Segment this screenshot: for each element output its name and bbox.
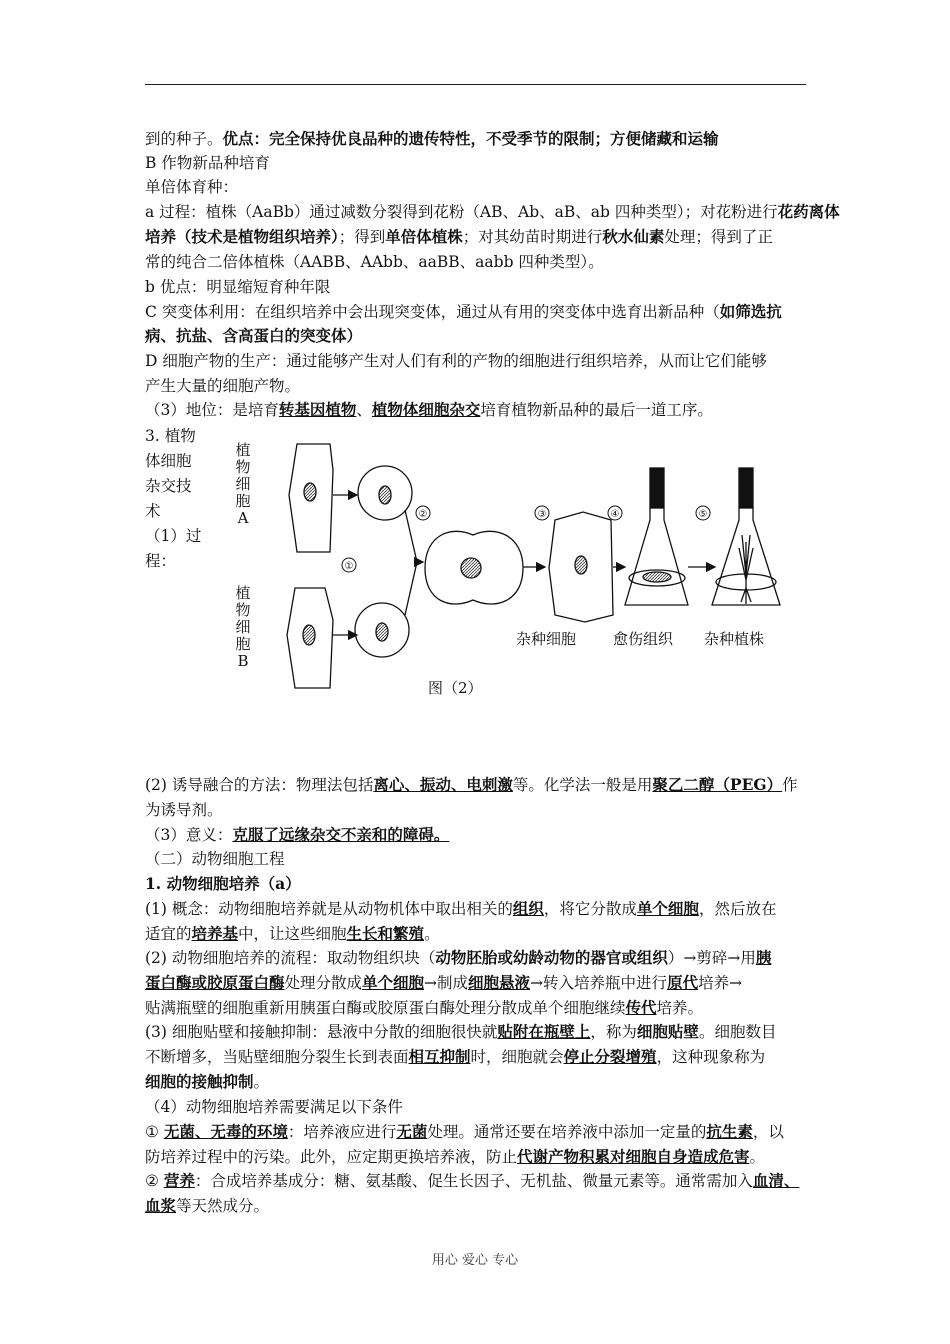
text-line xyxy=(145,275,810,299)
underlined-term: 胰 xyxy=(755,948,772,967)
text-segment: 适宜的 xyxy=(145,925,192,943)
bold-term: 细胞的接触抑制 xyxy=(145,1072,254,1091)
step-1: ① xyxy=(344,561,354,572)
bold-term: 培养（技术是植物组织培养） xyxy=(145,227,339,246)
text-segment: 常的纯合二倍体植株（AABB、AAbb、aaBB、aabb 四种类型）。 xyxy=(145,253,604,271)
text-segment: 。 xyxy=(253,1073,270,1091)
header-rule xyxy=(145,84,806,85)
text-segment: （二）动物细胞工程 xyxy=(145,850,285,868)
text-segment: (2) 动物细胞培养的流程：取动物组织块（ xyxy=(145,949,436,967)
text-line xyxy=(145,1095,810,1119)
section-3-title-line: 术 xyxy=(145,502,161,520)
underlined-term: 贴附在瓶壁上 xyxy=(497,1022,591,1041)
underlined-term: 单个细胞 xyxy=(636,899,699,918)
text-line xyxy=(145,225,810,249)
underlined-term: 血清、 xyxy=(752,1171,800,1190)
text-line xyxy=(145,175,810,199)
underlined-term: 细胞悬液 xyxy=(468,973,531,992)
bold-term: 优点：完全保持优良品种的遗传特性，不受季节的限制；方便储藏和运输 xyxy=(222,129,719,148)
text-segment: 。 xyxy=(424,925,440,943)
text-line xyxy=(145,897,810,921)
section-3-title xyxy=(145,424,215,574)
bold-term: 细胞贴壁 xyxy=(636,1022,699,1041)
text-line xyxy=(145,946,810,970)
bold-term: 单倍体植株 xyxy=(385,227,463,246)
text-segment: 单倍体育种： xyxy=(145,178,239,196)
underlined-term: 聚乙二醇（PEG） xyxy=(652,775,783,794)
underlined-term: 蛋白酶或胶原蛋白酶 xyxy=(145,973,285,992)
text-segment: ：培养液应进行 xyxy=(287,1123,397,1141)
underlined-term: 无菌、无毒的环境 xyxy=(163,1122,288,1141)
text-line xyxy=(145,1169,810,1193)
text-line xyxy=(145,1194,810,1218)
bold-term: 如筛选抗 xyxy=(719,302,782,321)
underlined-term: 代谢产物积累对细胞自身造成危害 xyxy=(517,1147,750,1166)
text-segment: a 过程：植株（AaBb）通过减数分裂得到花粉（AB、Ab、aB、ab 四种类型）；对花粉进行 xyxy=(145,203,778,221)
step-5: ⑤ xyxy=(698,509,708,520)
text-segment: 防培养过程中的污染。此外，应定期更换培养液，防止 xyxy=(145,1148,518,1166)
text-line xyxy=(145,398,810,422)
text-line xyxy=(145,773,810,797)
step-3: ③ xyxy=(537,509,547,520)
text-segment: ② xyxy=(145,1172,164,1190)
text-line xyxy=(145,250,810,274)
text-line xyxy=(145,1145,810,1169)
section-3-title-line: 杂交技 xyxy=(145,477,192,495)
text-segment: C 突变体利用：在组织培养中会出现突变体，通过从有用的突变体中选育出新品种（ xyxy=(145,303,720,321)
step-2: ② xyxy=(418,509,428,520)
text-segment: ；得到 xyxy=(338,228,386,246)
underlined-term: 抗生素 xyxy=(706,1122,753,1141)
underlined-term: 停止分裂增殖 xyxy=(563,1047,657,1066)
text-segment: （3）地位：是培育 xyxy=(145,401,279,419)
text-line xyxy=(145,1120,810,1144)
underlined-term: 相互抑制 xyxy=(408,1047,471,1066)
plant-cell-b xyxy=(287,588,333,688)
text-segment: ① xyxy=(145,1123,164,1141)
text-line xyxy=(145,324,810,348)
text-segment: ，将它分散成 xyxy=(543,900,637,918)
bold-term: 花药离体 xyxy=(777,202,840,221)
text-segment: 为诱导剂。 xyxy=(145,801,223,819)
text-segment: →转入培养瓶中进行 xyxy=(530,974,668,992)
underlined-term: 植物体细胞杂交 xyxy=(371,400,481,419)
hybrid-plant-flask xyxy=(712,468,780,605)
text-line xyxy=(145,127,810,151)
text-segment: 培养→ xyxy=(698,974,743,992)
underlined-term: 原代 xyxy=(667,973,699,992)
text-segment: 处理；得到了正 xyxy=(664,228,773,246)
text-segment: 贴满瓶壁的细胞重新用胰蛋白酶或胶原蛋白酶处理分散成单个细胞继续 xyxy=(145,999,626,1017)
text-line xyxy=(145,1045,810,1069)
text-segment: 等天然成分。 xyxy=(176,1197,270,1215)
text-segment: (1) 概念：动物细胞培养就是从动物机体中取出相关的 xyxy=(145,900,513,918)
underlined-term: 培养基 xyxy=(191,924,239,943)
text-segment: ，然后放在 xyxy=(698,900,777,918)
text-segment: D 细胞产物的生产：通过能够产生对人们有利的产物的细胞进行组织培养，从而让它们能够 xyxy=(145,352,767,370)
hybrid-cell xyxy=(549,512,613,622)
underlined-term: 营养 xyxy=(163,1171,195,1190)
text-segment: ，称为 xyxy=(590,1023,637,1041)
text-segment: b 优点：明显缩短育种年限 xyxy=(145,278,331,296)
bold-term: 秋水仙素 xyxy=(602,227,665,246)
text-segment: 产生大量的细胞产物。 xyxy=(145,377,301,395)
page-footer: 用心 爱心 专心 xyxy=(431,1253,519,1268)
text-segment: 等。化学法一般是用 xyxy=(512,776,653,794)
text-line xyxy=(145,996,810,1020)
section-3-title-line: 程： xyxy=(145,552,177,570)
text-line xyxy=(145,200,840,224)
text-segment: B 作物新品种培育 xyxy=(145,154,270,172)
text-segment: →制成 xyxy=(424,974,469,992)
text-segment: 到的种子。 xyxy=(145,130,223,148)
underlined-term: 组织 xyxy=(512,899,544,918)
text-segment: （4）动物细胞培养需要满足以下条件 xyxy=(145,1098,403,1116)
text-segment: (2) 诱导融合的方法：物理法包括 xyxy=(145,776,374,794)
callus-flask xyxy=(625,468,688,605)
fusing-cell xyxy=(425,531,523,604)
text-segment: 中，让这些细胞 xyxy=(238,925,347,943)
text-line xyxy=(145,151,810,175)
text-segment: 不断增多，当贴壁细胞分裂生长到表面 xyxy=(145,1048,409,1066)
plant-cell-b-label: 植物细胞B xyxy=(235,584,251,670)
underlined-term: 转基因植物 xyxy=(278,400,357,419)
underlined-term: 生长和繁殖 xyxy=(346,924,425,943)
text-segment: 、 xyxy=(356,401,372,419)
section-3-title-line: 体细胞 xyxy=(145,452,192,470)
text-segment: 。 xyxy=(749,1148,766,1166)
bold-term: 动物胚胎或幼龄动物的器官或组织 xyxy=(435,948,668,967)
text-segment: 处理。通常还要在培养液中添加一定量的 xyxy=(427,1123,707,1141)
underlined-term: 传代 xyxy=(625,998,657,1017)
bold-term: 病、抗盐、含高蛋白的突变体） xyxy=(145,326,363,345)
text-segment: 时，细胞就会 xyxy=(470,1048,564,1066)
plant-cell-a xyxy=(289,444,333,552)
section-3-title-line: 3. 植物 xyxy=(145,427,196,445)
text-line xyxy=(145,847,810,871)
step-4: ④ xyxy=(610,509,620,520)
text-line xyxy=(145,1070,810,1094)
protoplast-b xyxy=(355,603,409,657)
text-line xyxy=(145,349,810,373)
section-3-title-line: （1）过 xyxy=(145,527,202,545)
text-segment: 。细胞数目 xyxy=(698,1023,777,1041)
callus-label: 愈伤组织 xyxy=(613,630,674,648)
text-segment: 处理分散成 xyxy=(284,974,363,992)
underlined-term: 血浆 xyxy=(145,1196,177,1215)
text-line xyxy=(145,798,810,822)
text-segment: ，这种现象称为 xyxy=(656,1048,766,1066)
plant-cell-a-label: 植物细胞A xyxy=(235,441,251,527)
underlined-term: 离心、振动、电刺激 xyxy=(373,775,513,794)
text-segment: （3）意义： xyxy=(145,826,233,844)
text-segment: ）→剪碎→用 xyxy=(667,949,756,967)
text-segment: 培育植物新品种的最后一道工序。 xyxy=(480,401,713,419)
figure-caption: 图（2） xyxy=(428,679,483,697)
text-line xyxy=(145,823,810,847)
hybrid-cell-label: 杂种细胞 xyxy=(516,630,577,648)
text-segment: ，以 xyxy=(752,1123,784,1141)
text-segment: ：合成培养基成分：糖、氨基酸、促生长因子、无机盐、微量元素等。通常需加入 xyxy=(194,1172,753,1190)
text-segment: 作 xyxy=(782,776,798,794)
text-line xyxy=(145,922,810,946)
text-line xyxy=(145,872,810,896)
text-segment: ；对其幼苗时期进行 xyxy=(462,228,603,246)
text-segment: 培养。 xyxy=(656,999,704,1017)
protoplast-fusion-diagram xyxy=(255,430,800,690)
underlined-term: 无菌 xyxy=(396,1122,428,1141)
hybrid-plant-label: 杂种植株 xyxy=(704,630,765,648)
text-segment: (3) 细胞贴壁和接触抑制：悬液中分散的细胞很快就 xyxy=(145,1023,498,1041)
bold-term: 1. 动物细胞培养（a） xyxy=(145,874,301,893)
underlined-term: 克服了远缘杂交不亲和的障碍。 xyxy=(232,825,450,844)
underlined-term: 单个细胞 xyxy=(362,973,425,992)
protoplast-a xyxy=(358,466,412,520)
text-line xyxy=(145,374,810,398)
text-line xyxy=(145,1020,810,1044)
text-line xyxy=(145,300,810,324)
text-line xyxy=(145,971,810,995)
